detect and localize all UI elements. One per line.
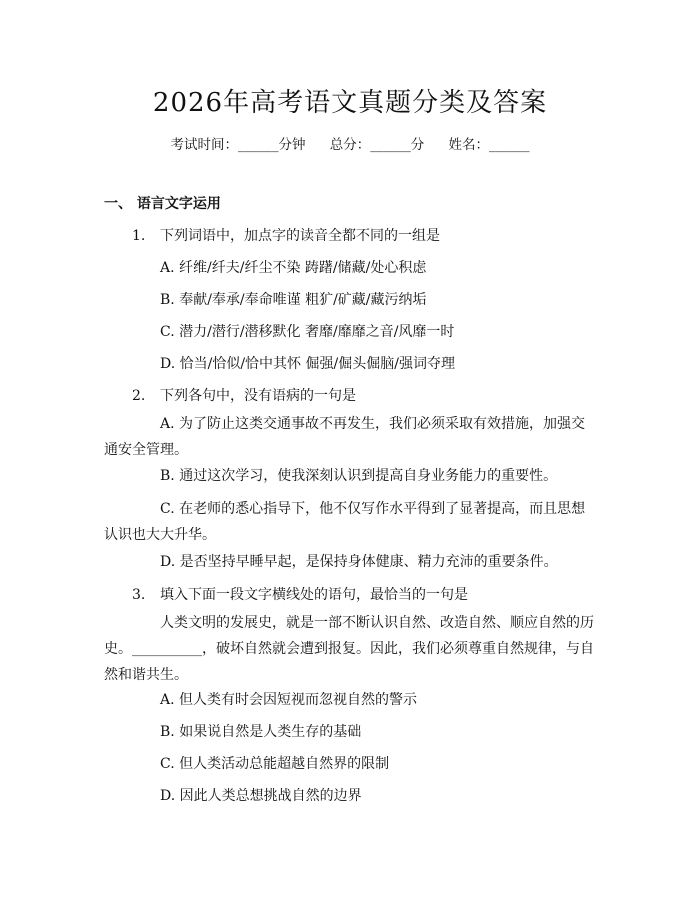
exam-score: 总分：______分: [329, 137, 425, 153]
question-2: [132, 385, 356, 405]
option-2b: B. 通过这次学习，使我深刻认识到提高自身业务能力的重要性。: [160, 468, 558, 484]
option-2c: C. 在老师的悉心指导下，他不仅写作水平得到了显著提高，而且思想认识也大大升华。: [104, 501, 586, 543]
question-stem: 填入下面一段文字横线处的语句，最恰当的一句是: [160, 587, 468, 603]
student-name: 姓名：______: [448, 137, 530, 153]
passage-3: 人类文明的发展史，就是一部不断认识自然、改造自然、顺应自然的历史。__________，破坏自然就会遭到报复。因此，我们必须尊重自然规律，与自然和谐共生。: [104, 615, 594, 683]
question-stem: 下列各句中，没有语病的一句是: [160, 388, 356, 404]
question-1: [132, 225, 440, 245]
section-heading: 一、 语言文字运用: [104, 196, 221, 212]
exam-time: 考试时间：______分钟: [170, 137, 306, 153]
question-number: 2.: [132, 388, 146, 404]
option-1a: A. 纤维/纤夫/纤尘不染 踌躇/储藏/处心积虑: [160, 260, 427, 276]
option-3d: D. 因此人类总想挑战自然的边界: [160, 788, 362, 804]
option-2a: A. 为了防止这类交通事故不再发生，我们必须采取有效措施，加强交通安全管理。: [104, 416, 586, 458]
question-number: 3.: [132, 587, 146, 603]
option-3a: A. 但人类有时会因短视而忽视自然的警示: [160, 692, 418, 708]
exam-info: [0, 133, 700, 153]
option-1b: B. 奉献/奉承/奉命唯谨 粗犷/矿藏/藏污纳垢: [160, 292, 427, 308]
question-stem: 下列词语中，加点字的读音全都不同的一组是: [160, 228, 440, 244]
option-3b: B. 如果说自然是人类生存的基础: [160, 724, 362, 740]
option-1c: C. 潜力/潜行/潜移默化 奢靡/靡靡之音/风靡一时: [160, 324, 455, 340]
question-3: [132, 584, 468, 604]
option-3c: C. 但人类活动总能超越自然界的限制: [160, 756, 390, 772]
option-1d: D. 恰当/恰似/恰中其怀 倔强/倔头倔脑/强词夺理: [160, 356, 455, 372]
option-2d: D. 是否坚持早睡早起，是保持身体健康、精力充沛的重要条件。: [160, 554, 558, 570]
question-number: 1.: [132, 228, 146, 244]
page-title: 2026年高考语文真题分类及答案: [152, 88, 548, 118]
